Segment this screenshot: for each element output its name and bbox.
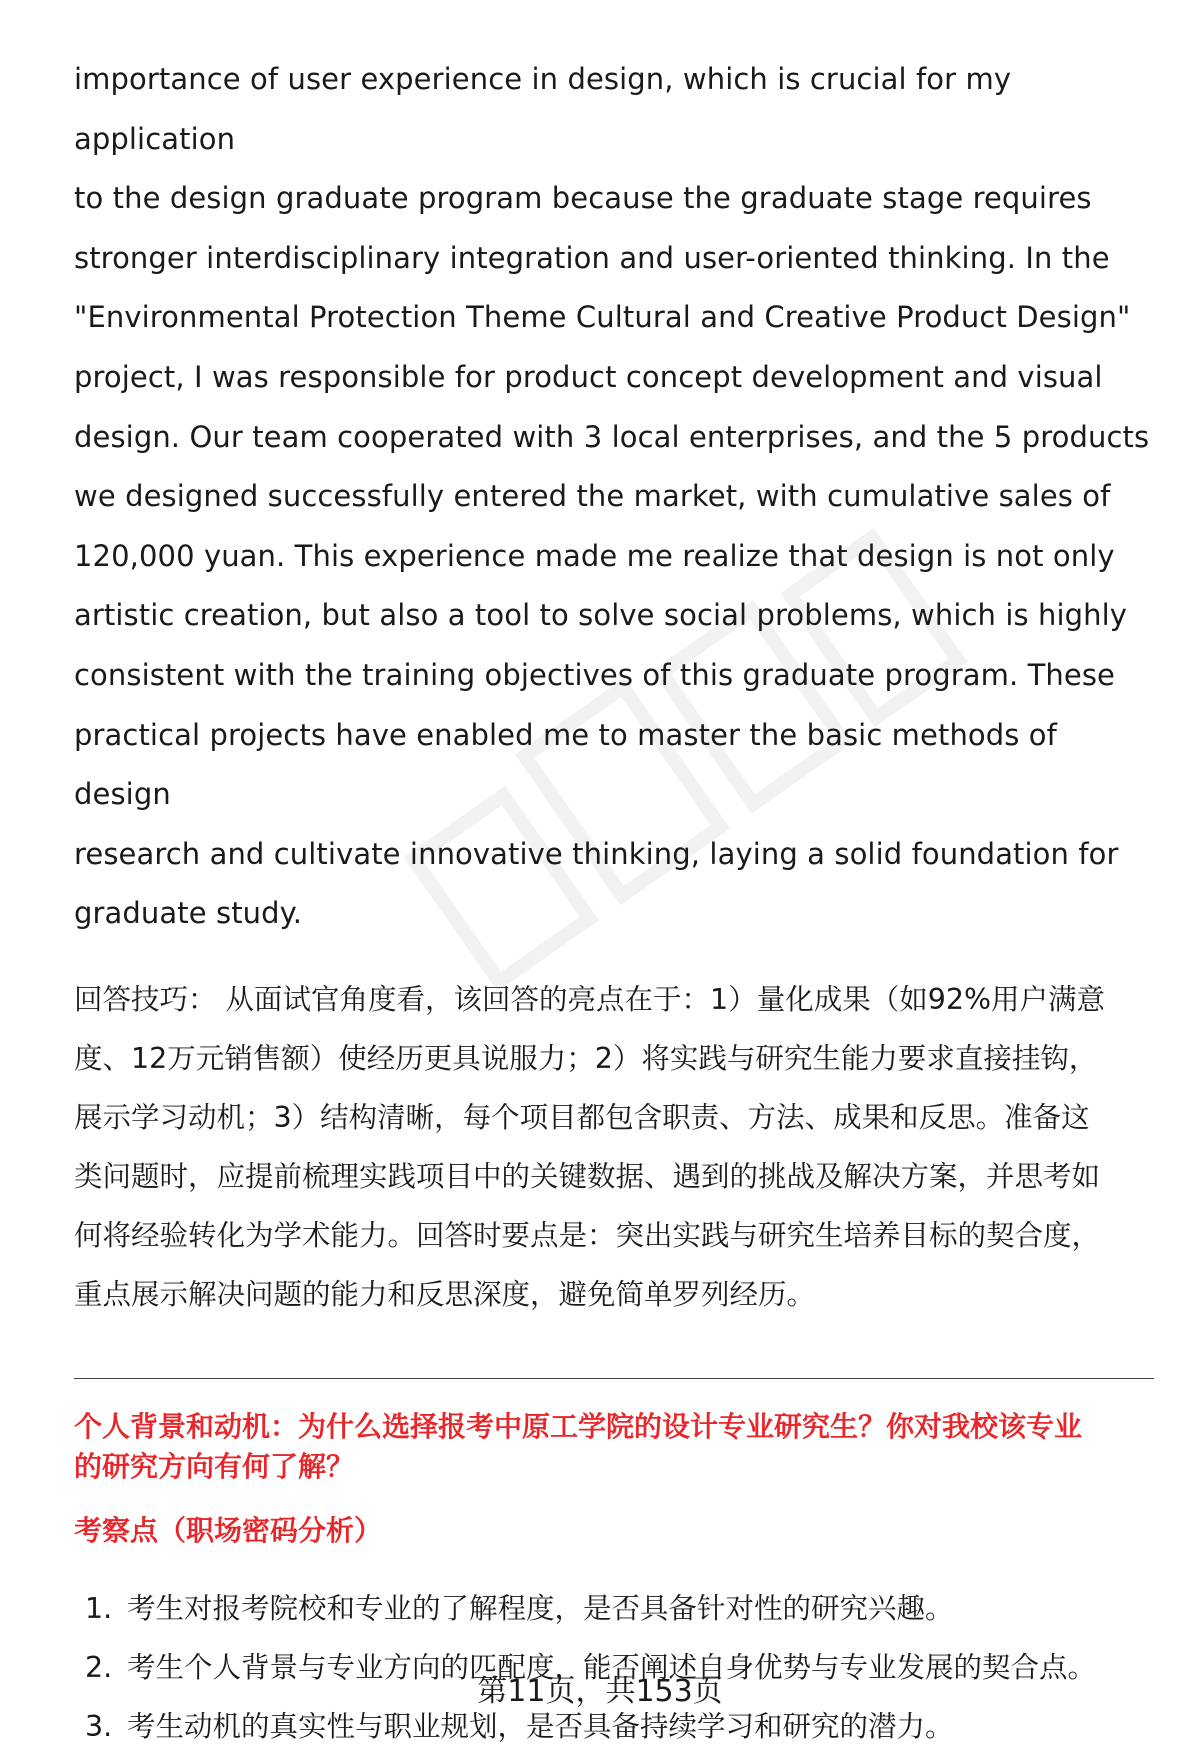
list-item: [74, 1579, 1154, 1638]
body-line: consistent with the training objectives of this graduate program. These: [74, 657, 1116, 692]
assessment-points-list: [74, 1579, 1154, 1756]
tip-line: 展示学习动机；3）结构清晰，每个项目都包含职责、方法、成果和反思。准备这: [74, 1100, 1090, 1134]
body-line: importance of user experience in design, which is crucial for my application: [74, 62, 1012, 156]
body-line: to the design graduate program because the graduate stage requires: [74, 181, 1092, 216]
body-line: project, I was responsible for product concept development and visual: [74, 359, 1103, 394]
body-line: design. Our team cooperated with 3 local enterprises, and the 5 products: [74, 419, 1150, 454]
tip-line: 类问题时，应提前梳理实践项目中的关键数据、遇到的挑战及解决方案，并思考如: [74, 1159, 1101, 1193]
assessment-points-heading: 考察点（职场密码分析）: [74, 1513, 383, 1547]
body-line: 120,000 yuan. This experience made me realize that design is not only: [74, 538, 1115, 573]
body-paragraph: [74, 50, 1154, 944]
body-line: we designed successfully entered the market, with cumulative sales of: [74, 479, 1111, 514]
page-number-footer: 第11页，共153页: [477, 1674, 723, 1709]
body-line: "Environmental Protection Theme Cultural and Creative Product Design": [74, 300, 1131, 335]
document-page: [74, 50, 1154, 1756]
tip-line: 重点展示解决问题的能力和反思深度，避免简单罗列经历。: [74, 1277, 816, 1311]
tip-line: 度、12万元销售额）使经历更具说服力；2）将实践与研究生能力要求直接挂钩，: [74, 1041, 1098, 1075]
list-item-text: 考生动机的真实性与职业规划，是否具备持续学习和研究的潜力。: [127, 1709, 954, 1743]
list-item-number: 2.: [85, 1650, 113, 1684]
body-line: practical projects have enabled me to master the basic methods of design: [74, 717, 1057, 812]
section-divider: [74, 1378, 1154, 1379]
question-heading: [74, 1407, 1154, 1487]
question-line: 个人背景和动机：为什么选择报考中原工学院的设计专业研究生？你对我校该专业: [74, 1409, 1083, 1443]
list-item-number: 3.: [85, 1709, 113, 1743]
tip-line: 回答技巧： 从面试官角度看，该回答的亮点在于：1）量化成果（如92%用户满意: [74, 982, 1106, 1016]
question-line: 的研究方向有何了解？: [74, 1449, 355, 1483]
body-line: research and cultivate innovative thinking, laying a solid foundation for: [74, 836, 1119, 871]
tip-line: 何将经验转化为学术能力。回答时要点是：突出实践与研究生培养目标的契合度，: [74, 1218, 1101, 1252]
answer-tip-paragraph: [74, 970, 1154, 1324]
list-item-text: 考生个人背景与专业方向的匹配度，能否阐述自身优势与专业发展的契合点。: [127, 1650, 1097, 1684]
list-item-number: 1.: [85, 1591, 113, 1625]
body-line: artistic creation, but also a tool to solve social problems, which is highly: [74, 598, 1128, 633]
body-line: stronger interdisciplinary integration and user-oriented thinking. In the: [74, 240, 1110, 275]
body-line: graduate study.: [74, 896, 303, 931]
list-item-text: 考生对报考院校和专业的了解程度，是否具备针对性的研究兴趣。: [127, 1591, 954, 1625]
